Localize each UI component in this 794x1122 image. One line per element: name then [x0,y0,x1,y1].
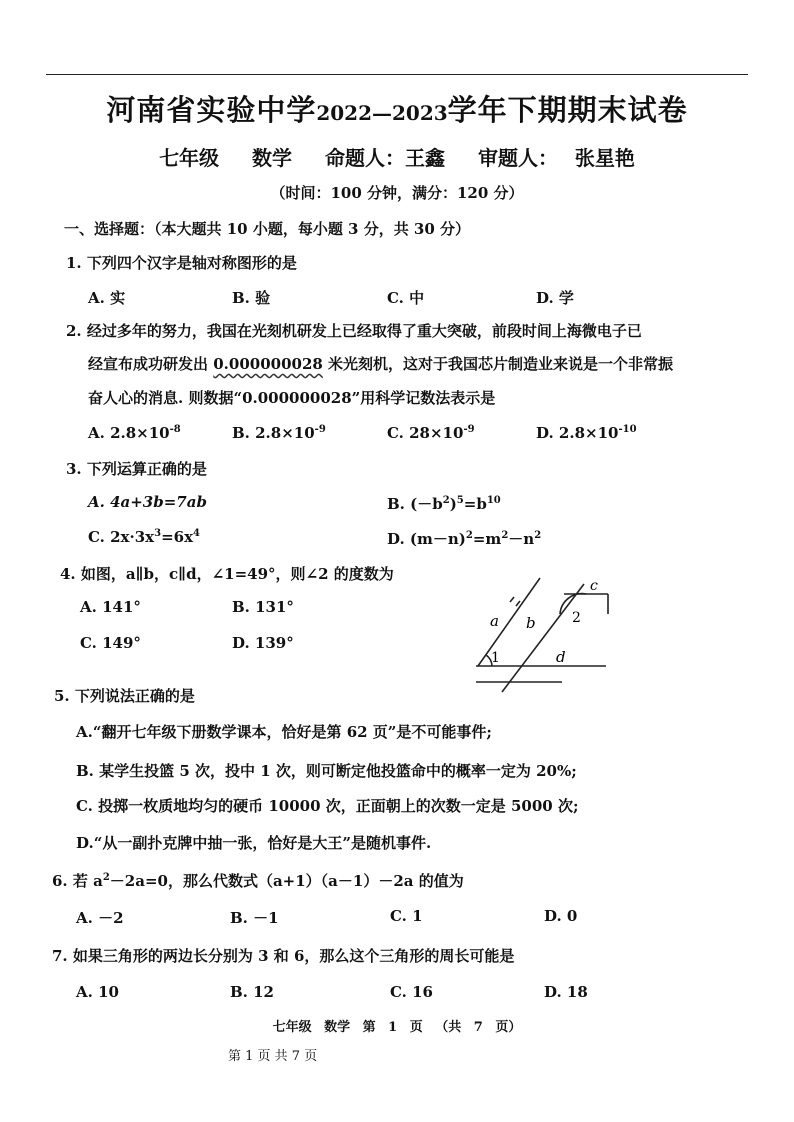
q5-option-c[interactable]: C. 投掷一枚质地均匀的硬币 10000 次，正面朝上的次数一定是 5000 次; [76,797,579,815]
q2-option-a[interactable] [88,424,181,442]
q3-option-a[interactable]: A. 4a+3b=7ab [88,493,207,511]
label-c: c [590,578,598,594]
q1-option-b[interactable]: B. 验 [232,289,271,307]
reviewer-label: 审题人： 张星艳 [477,146,635,170]
q4-option-c[interactable]: C. 149° [80,634,141,652]
q2-a-exp: -8 [169,424,181,435]
top-rule [46,74,748,75]
q1-option-a[interactable]: A. 实 [88,289,126,307]
q2-a-base: A. 2.8×10 [88,424,170,442]
q2-text-a: 经宣布成功研发出 [88,355,214,373]
q4-option-b[interactable]: B. 131° [232,598,294,616]
q3-d-e2: 2 [501,530,509,541]
q2-c-exp: -9 [463,424,475,435]
q6-option-c[interactable]: C. 1 [390,907,423,925]
q5-option-b[interactable]: B. 某学生投篮 5 次，投中 1 次，则可断定他投篮命中的概率一定为 20%; [76,762,577,780]
q2-option-d[interactable] [536,424,637,442]
q3-d-t2: =m [472,530,502,548]
question-3-stem: 3. 下列运算正确的是 [66,460,207,478]
question-2-line-2 [88,353,673,374]
q3-c-e2: 4 [193,528,200,539]
q2-d-base: D. 2.8×10 [536,424,619,442]
exam-title [0,88,794,129]
question-4-stem: 4. 如图，a∥b，c∥d，∠1=49°，则∠2 的度数为 [60,565,394,583]
q3-option-c[interactable] [88,528,200,546]
label-angle-2: 2 [572,610,581,626]
q3-option-b[interactable] [387,493,501,514]
label-angle-1: 1 [491,650,500,666]
q1-option-d[interactable]: D. 学 [536,289,574,307]
q6-text-a: 6. 若 a [52,872,103,890]
q2-b-base: B. 2.8×10 [232,424,315,442]
question-2-line-1: 2. 经过多年的努力，我国在光刻机研发上已经取得了重大突破，前段时间上海微电子已 [66,322,642,340]
q2-d-exp: -10 [618,424,637,435]
label-d: d [556,648,566,666]
q7-option-c[interactable]: C. 16 [390,983,433,1001]
title-term: 学年下期期末试卷 [447,93,688,127]
q2-c-base: C. 28×10 [387,424,464,442]
q3-b-t3: =b [463,495,487,513]
q6-option-a[interactable]: A. －2 [76,909,124,927]
q6-text-b: －2a=0，那么代数式（a+1）（a－1）－2a 的值为 [109,872,464,890]
author-label: 命题人：王鑫 [325,146,445,170]
tick-mark-2 [516,601,520,606]
q3-b-e1: 2 [442,495,450,506]
q2-option-b[interactable] [232,424,326,442]
page-footer: 七年级 数学 第 1 页 （共 7 页） [272,1020,522,1035]
question-2-line-3: 奋人心的消息. 则数据“0.000000028”用科学记数法表示是 [88,389,496,407]
q2-text-b: 米光刻机，这对于我国芯片制造业来说是一个非常振 [322,355,674,373]
q3-d-t3: －n [508,530,535,548]
q6-exp: 2 [102,872,110,883]
q3-c-t1: C. 2x·3x [88,528,155,546]
q7-option-b[interactable]: B. 12 [230,983,274,1001]
parallel-lines-figure [466,570,646,710]
q5-option-a[interactable]: A.“翻开七年级下册数学课本，恰好是第 62 页”是不可能事件; [76,723,492,741]
q3-c-t2: =6x [161,528,194,546]
question-5-stem: 5. 下列说法正确的是 [54,687,195,705]
question-7-stem: 7. 如果三角形的两边长分别为 3 和 6，那么这个三角形的周长可能是 [52,947,515,965]
q3-b-t2: ) [449,495,457,513]
q5-option-d[interactable]: D.“从一副扑克牌中抽一张，恰好是大王”是随机事件. [76,834,432,852]
question-1-stem: 1. 下列四个汉字是轴对称图形的是 [66,254,297,272]
q7-option-a[interactable]: A. 10 [76,983,119,1001]
q3-b-t1: B. (－b [387,495,443,513]
q7-option-d[interactable]: D. 18 [544,983,588,1001]
section-heading: 一、选择题：（本大题共 10 小题，每小题 3 分，共 30 分） [64,220,471,238]
label-a: a [490,612,499,630]
q3-b-e2: 5 [456,495,464,506]
time-score-line: （时间：100 分钟，满分：120 分） [270,184,524,202]
line-b [502,584,584,692]
q3-b-e3: 10 [486,495,501,506]
exam-subtitle [0,142,794,171]
q2-b-exp: -9 [314,424,326,435]
q6-option-b[interactable]: B. －1 [230,909,279,927]
title-year: 2022—2023 [316,101,448,125]
q3-c-e1: 3 [154,528,162,539]
q4-option-a[interactable]: A. 141° [80,598,141,616]
q2-option-c[interactable] [387,424,475,442]
title-school: 河南省实验中学 [106,93,317,127]
tick-mark-1 [510,597,514,602]
subject-label: 数学 [252,146,293,170]
q3-d-t1: D. (m－n) [387,530,466,548]
q1-option-c[interactable]: C. 中 [387,289,425,307]
page-counter: 第 1 页 共 7 页 [228,1049,318,1064]
q4-option-d[interactable]: D. 139° [232,634,294,652]
q3-option-d[interactable] [387,528,541,549]
q2-number: 0.000000028 [213,355,323,373]
label-b: b [526,614,536,632]
q3-d-e1: 2 [465,530,473,541]
q6-option-d[interactable]: D. 0 [544,907,578,925]
q3-d-e3: 2 [534,530,542,541]
question-6-stem [52,870,464,891]
grade-label: 七年级 [159,146,220,170]
